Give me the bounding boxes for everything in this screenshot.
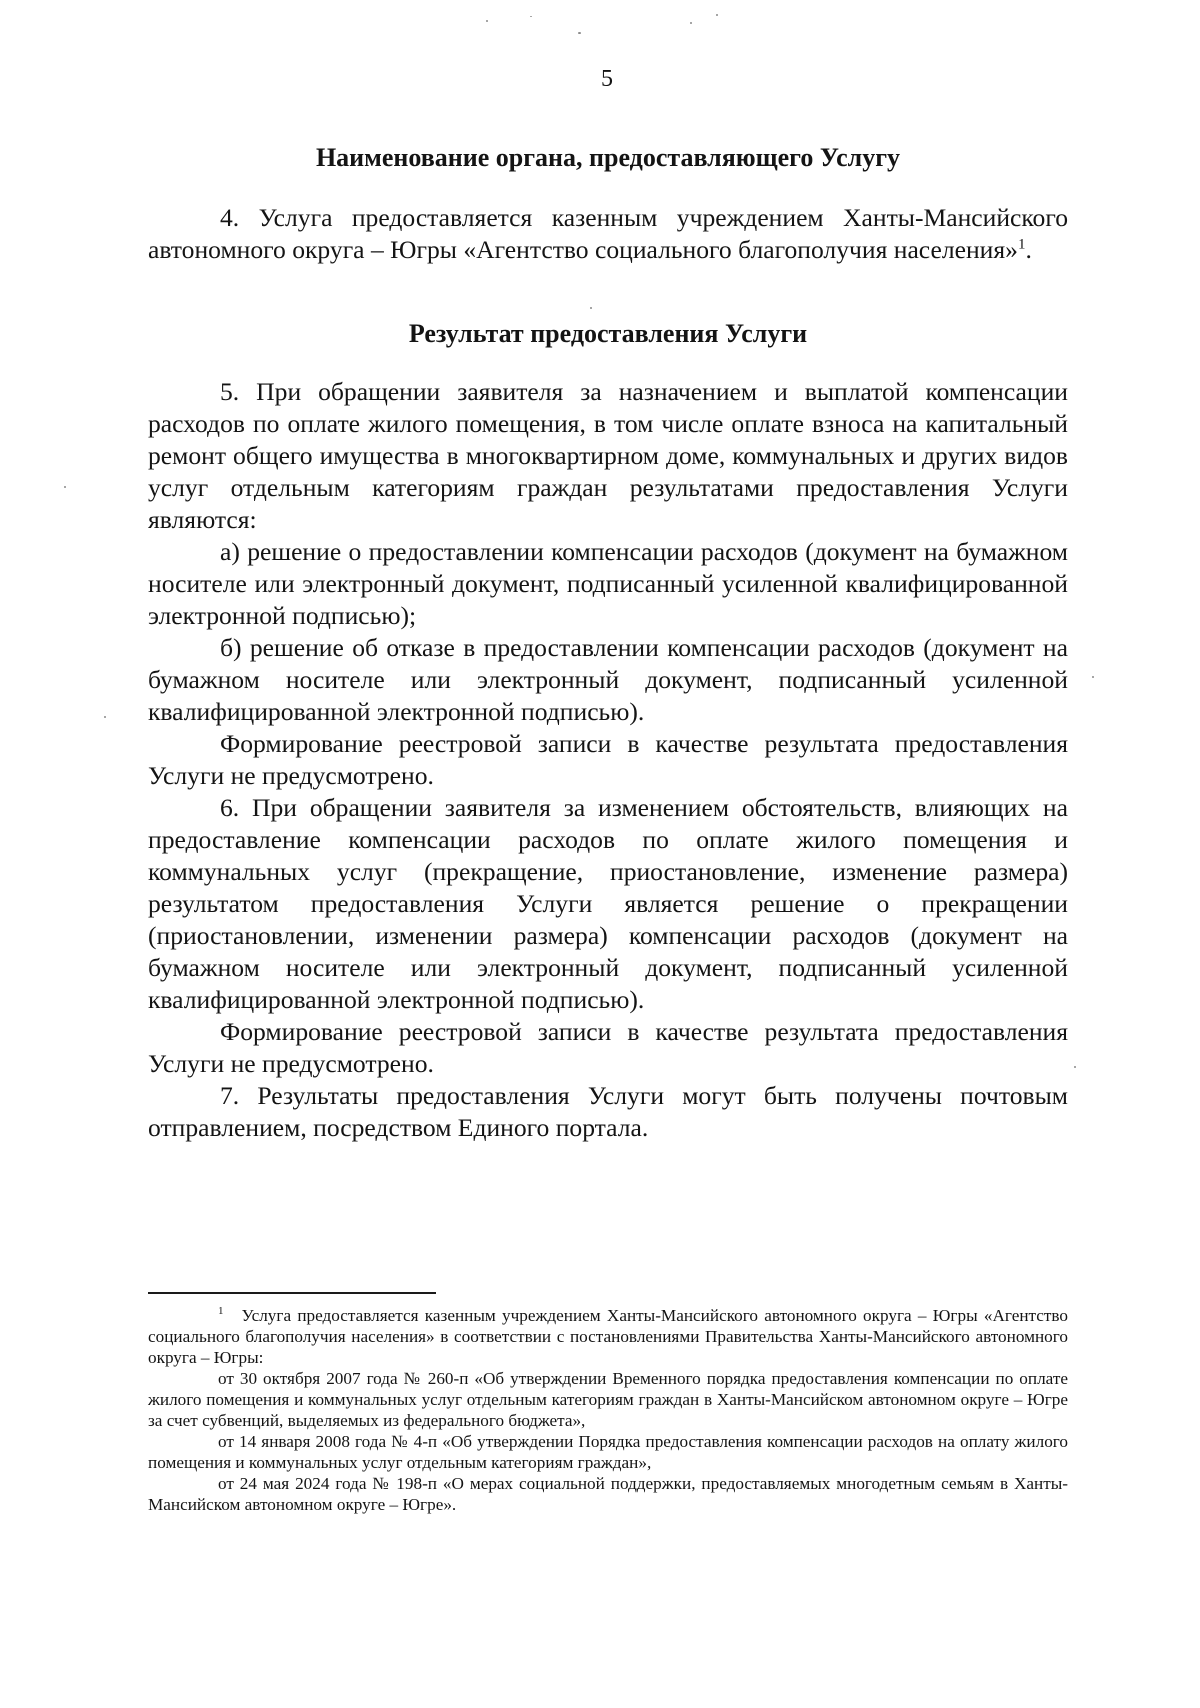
scan-speck (1092, 676, 1094, 678)
footnote-divider (148, 1292, 436, 1294)
scan-speck (486, 20, 488, 22)
paragraph-6: 6. При обращении заявителя за изменением обстоятельств, влияющих на предоставление компенсации расходов по оплате жилого помещения и коммунальных услуг (прекращение, приостановление, изменение размера) результатом предоставления Услуги является решение о прекращении (приостановлении, изменении размера) компенсации расходов (документ на бумажном носителе или электронный документ, подписанный усиленной квалифицированной электронной подписью). (148, 793, 1068, 1014)
footnote-item: от 14 января 2008 года № 4-п «Об утверждении Порядка предоставления компенсации расходов на оплату жилого помещения и коммунальных услуг отдельным категориям граждан», (148, 1432, 1068, 1472)
result-heading: Результат предоставления Услуги (408, 319, 808, 348)
scan-speck (104, 716, 106, 718)
registry-note-1: Формирование реестровой записи в качестве результата предоставления Услуги не предусмотрено. (148, 729, 1068, 790)
footnotes (148, 1305, 1068, 1515)
paragraph-5b: б) решение об отказе в предоставлении компенсации расходов (документ на бумажном носителе или электронный документ, подписанный усиленной квалифицированной электронной подписью). (148, 633, 1068, 726)
footnote-mark: 1 (218, 1305, 224, 1318)
scan-speck (716, 14, 718, 16)
paragraph-4-end: . (1025, 235, 1032, 264)
paragraph-7: 7. Результаты предоставления Услуги могут быть получены почтовым отправлением, посредством Единого портала. (148, 1081, 1068, 1142)
scan-speck (690, 22, 692, 24)
footnote-reference: 1 (1017, 236, 1026, 253)
paragraph-4-text: 4. Услуга предоставляется казенным учреждением Ханты-Мансийского автономного округа – Югры «Агентство социального благополучия населения» (148, 203, 1068, 264)
scan-speck (1074, 1066, 1076, 1068)
scan-speck (578, 32, 581, 34)
footnote-item: от 24 мая 2024 года № 198-п «О мерах социальной поддержки, предоставляемых многодетным семьям в Ханты-Мансийском автономном округе – Югре». (148, 1474, 1068, 1514)
scan-speck (530, 16, 532, 17)
registry-note-2: Формирование реестровой записи в качестве результата предоставления Услуги не предусмотрено. (148, 1017, 1068, 1078)
paragraph-4 (148, 202, 1068, 266)
scan-speck (64, 486, 66, 488)
footnote-item: от 30 октября 2007 года № 260-п «Об утверждении Временного порядка предоставления компенсации по оплате жилого помещения и коммунальных услуг отдельным категориям граждан в Ханты-Мансийском автономном округе – Югре за счет субвенций, выделяемых из федерального бюджета», (148, 1369, 1068, 1430)
authority-heading: Наименование органа, предоставляющего Услугу (315, 143, 901, 172)
paragraph-5a: а) решение о предоставлении компенсации расходов (документ на бумажном носителе или электронный документ, подписанный усиленной квалифицированной электронной подписью); (148, 537, 1068, 630)
footnote-intro: Услуга предоставляется казенным учреждением Ханты-Мансийского автономного округа – Югры «Агентство социального благополучия населения» в соответствии с постановлениями Правительства Ханты-Мансийского автономного округа – Югры: (148, 1306, 1068, 1367)
paragraph-5: 5. При обращении заявителя за назначением и выплатой компенсации расходов по оплате жилого помещения, в том числе оплате взноса на капитальный ремонт общего имущества в многоквартирном доме, коммунальных и других видов услуг отдельным категориям граждан результатами предоставления Услуги являются: (148, 377, 1068, 534)
scan-speck (590, 307, 592, 309)
page-number: 5 (601, 66, 613, 92)
footnote-1 (148, 1305, 1068, 1368)
main-content (148, 138, 1068, 1144)
